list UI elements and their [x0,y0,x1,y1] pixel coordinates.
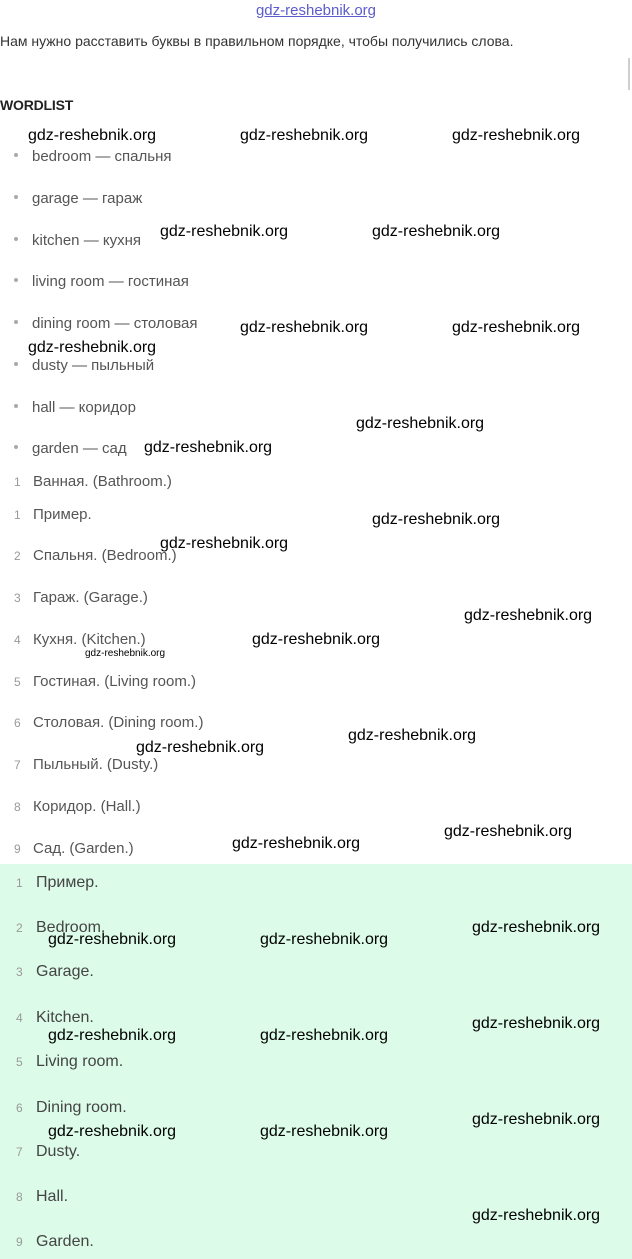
list-item: 1 Ванная. (Bathroom.) [14,473,172,490]
answer-item: 5 Living room. [16,1053,124,1070]
wordlist-item: living room — гостиная [14,273,189,290]
watermark: gdz-reshebnik.org [144,439,273,456]
bullet-icon [14,278,18,282]
site-header-link[interactable]: gdz-reshebnik.org [255,2,377,19]
watermark: gdz-reshebnik.org [472,1015,601,1032]
watermark: gdz-reshebnik.org [252,631,381,648]
list-item: 2 Спальня. (Bedroom.) [14,547,177,564]
watermark: gdz-reshebnik.org [240,319,369,336]
wordlist-item: garage — гараж [14,190,142,207]
watermark: gdz-reshebnik.org [136,739,265,756]
wordlist-item: bedroom — спальня [14,148,171,165]
answer-item: 6 Dining room. [16,1099,127,1116]
watermark: gdz-reshebnik.org [260,931,389,948]
watermark: gdz-reshebnik.org [452,319,581,336]
answer-item: 1 Пример. [16,874,99,891]
watermark: gdz-reshebnik.org [372,511,501,528]
watermark: gdz-reshebnik.org [452,127,581,144]
watermark: gdz-reshebnik.org [48,1027,177,1044]
watermark: gdz-reshebnik.org [372,223,501,240]
wordlist-item: hall — коридор [14,399,136,416]
scrollbar[interactable] [628,58,630,90]
watermark: gdz-reshebnik.org [356,415,485,432]
answer-item: 9 Garden. [16,1233,94,1250]
wordlist-item: dining room — столовая [14,315,197,332]
watermark: gdz-reshebnik.org [472,919,601,936]
wordlist-item: kitchen — кухня [14,232,141,249]
watermark: gdz-reshebnik.org [260,1027,389,1044]
watermark: gdz-reshebnik.org [28,127,157,144]
watermark: gdz-reshebnik.org [48,1123,177,1140]
watermark: gdz-reshebnik.org [472,1111,601,1128]
bullet-icon [14,445,18,449]
list-item: 5 Гостиная. (Living room.) [14,673,196,690]
answer-item: 4 Kitchen. [16,1009,94,1026]
watermark: gdz-reshebnik.org [464,607,593,624]
list-item: 9 Сад. (Garden.) [14,840,134,857]
list-item: 3 Гараж. (Garage.) [14,589,148,606]
watermark: gdz-reshebnik.org [232,835,361,852]
wordlist-item: dusty — пыльный [14,357,154,374]
wordlist-title: WORDLIST [0,97,74,113]
answer-item: 7 Dusty. [16,1143,81,1160]
bullet-icon [14,404,18,408]
bullet-icon [14,237,18,241]
watermark: gdz-reshebnik.org [260,1123,389,1140]
bullet-icon [14,153,18,157]
watermark: gdz-reshebnik.org [160,535,289,552]
answer-item: 3 Garage. [16,963,94,980]
answer-item: 2 Bedroom. [16,919,106,936]
bullet-icon [14,195,18,199]
bullet-icon [14,362,18,366]
task-instruction: Нам нужно расставить буквы в правильном порядке, чтобы получились слова. [0,33,514,49]
watermark: gdz-reshebnik.org [48,931,177,948]
list-item: 6 Столовая. (Dining room.) [14,714,204,731]
list-item: 4 Кухня. (Kitchen.) [14,631,146,648]
watermark: gdz-reshebnik.org [472,1207,601,1224]
list-item: 7 Пыльный. (Dusty.) [14,756,159,773]
wordlist-item: garden — сад [14,440,127,457]
watermark: gdz-reshebnik.org [240,127,369,144]
list-item: 1 Пример. [14,506,92,523]
watermark: gdz-reshebnik.org [444,823,573,840]
watermark: gdz-reshebnik.org [348,727,477,744]
list-item: 8 Коридор. (Hall.) [14,798,141,815]
bullet-icon [14,320,18,324]
answer-item: 8 Hall. [16,1188,69,1205]
watermark: gdz-reshebnik.org [85,648,166,659]
watermark: gdz-reshebnik.org [160,223,289,240]
watermark: gdz-reshebnik.org [28,339,157,356]
